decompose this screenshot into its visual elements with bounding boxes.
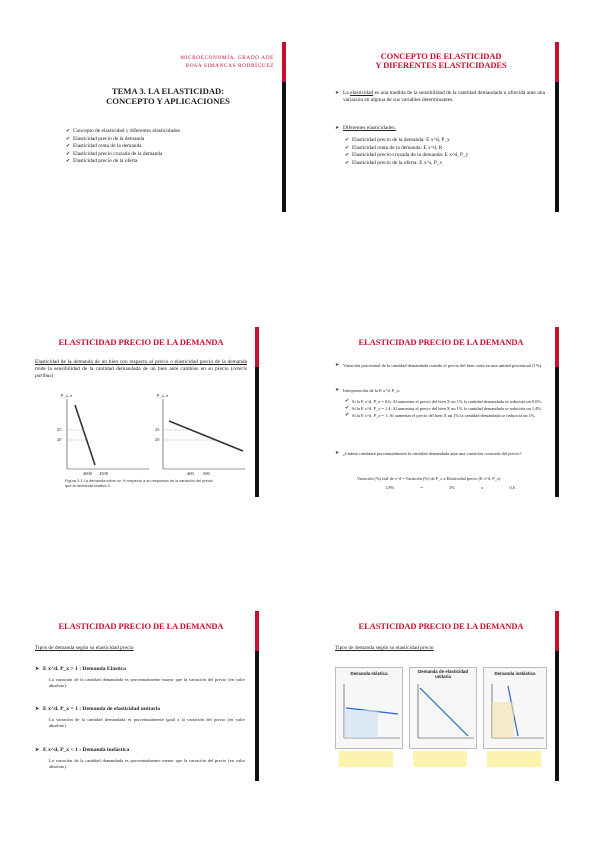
list-item: ✔ Elasticidad precio de la oferta xyxy=(66,158,266,166)
demand-line xyxy=(420,688,468,736)
panel-title: Demanda elástica xyxy=(350,671,388,676)
slide-3 xyxy=(31,327,259,497)
axis-label: P_x, e xyxy=(61,393,73,398)
text-run: es una medida de la sensibilidad de la cantidad demandada u ofrecida ante una variación en alguna de sus variables determinantes. xyxy=(343,90,545,103)
text-run: La xyxy=(343,90,351,96)
list-item: ✔ Si la E x^d, P_x = 0,6: Al aumentar el precio del bien X un 1% la cantidad demandada se reduciría un 0,6%. xyxy=(345,399,545,405)
slide-accent-bar-dark xyxy=(555,651,559,781)
interpretation-list xyxy=(345,399,545,418)
formula: Variación (%) real de x^d = Variación (%) de P_x x Elasticidad precio (E x^d, P_x) xyxy=(357,476,501,481)
text-run: ceteris paribus xyxy=(35,366,247,379)
topic-list xyxy=(66,128,266,166)
text-run: elasticidad xyxy=(350,90,374,96)
demand-graph-steep xyxy=(61,395,151,475)
axis-label: P_x, e xyxy=(157,393,169,398)
section-subtitle: Tipos de demanda según su elasticidad precio xyxy=(335,645,434,651)
list-item: ✔ Si la E x^d, P_x = 1,4: Al aumentar el precio del bien X un 1% la cantidad demandada se reduciría un 1,4%. xyxy=(345,406,545,412)
slide-title: ELASTICIDAD PRECIO DE LA DEMANDA xyxy=(358,621,524,631)
bullet-paragraph: ➤ ¿Cuánto cambiará porcentualmente la cantidad demandada ante una variación conocida del precio? xyxy=(335,451,547,457)
list-item: ✔ Elasticidad precio de la oferta: E x^s, P_x xyxy=(345,160,545,168)
text-run: mide la sensibilidad de la cantidad demandada de un bien ante cambios en su precio ( xyxy=(35,366,233,372)
note-box xyxy=(413,751,467,767)
title-line: TEMA 3. LA ELASTICIDAD: xyxy=(111,86,225,96)
section-label: ➤ Diferentes elasticidades: xyxy=(335,125,396,132)
list-item: ✔ Elasticidad precio de la demanda xyxy=(66,136,266,144)
note-box xyxy=(339,751,393,767)
slide-title: ELASTICIDAD PRECIO DE LA DEMANDA xyxy=(58,337,224,347)
bullet-paragraph: ➤ Interpretación de la E x^d, P_x: xyxy=(335,388,400,394)
demand-type-label: ➤ E x^d, P_x = 1 : Demanda de elasticidad unitaria xyxy=(35,706,160,712)
formula-example xyxy=(385,485,515,490)
formula-operator: = xyxy=(420,485,423,490)
title-line: CONCEPTO DE ELASTICIDAD xyxy=(380,51,502,61)
course-header xyxy=(180,54,274,70)
list-item: ✔ Elasticidad renta de la demanda xyxy=(66,143,266,151)
panel-title: Demanda de elasticidad unitaria xyxy=(417,669,469,679)
tick-label: 500 xyxy=(203,471,210,476)
elastic-demand-graph xyxy=(336,682,402,748)
section-subtitle: Tipos de demanda según su elasticidad precio xyxy=(35,645,134,651)
tick-label: 400 xyxy=(187,471,194,476)
slide-4 xyxy=(331,327,559,497)
demand-type-label: ➤ E x^d, P_x < 1 : Demanda inelástica xyxy=(35,747,129,753)
elastic-demand-panel xyxy=(335,667,403,749)
demand-line xyxy=(169,421,243,451)
list-item: ✔ Elasticidad precio cruzada de la demanda xyxy=(66,151,266,159)
note-box xyxy=(487,751,541,767)
slide-accent-bar-dark xyxy=(282,82,286,212)
title-line: Y DIFERENTES ELASTICIDADES xyxy=(375,60,507,70)
definition-paragraph xyxy=(335,90,545,104)
slide-title xyxy=(58,86,278,106)
tick-label: 4000 xyxy=(83,471,92,476)
formula-value: 1,8% xyxy=(385,485,395,490)
list-item: ✔ Elasticidad precio-cruzada de la demanda: E x^d, P_y xyxy=(345,152,545,160)
slide-accent-bar-dark xyxy=(555,367,559,497)
author-name: ROSA SIMANCAS RODRÍGUEZ xyxy=(185,63,274,69)
tick-label: 20 xyxy=(57,437,62,442)
unit-elastic-demand-panel xyxy=(409,667,477,749)
slide-accent-bar-dark xyxy=(555,82,559,212)
text-run: ) xyxy=(51,373,54,379)
slide-1 xyxy=(58,42,286,212)
list-item: ✔ Elasticidad precio de la demanda: E x^d, P_x xyxy=(345,137,545,145)
demand-type-desc: La variación de la cantidad demandada es porcentualmente mayor que la variación del precio (en valor absoluto). xyxy=(49,677,245,688)
panel-title: Demanda inelástica xyxy=(494,671,536,676)
tick-label: 25 xyxy=(155,427,160,432)
demand-type-desc: La variación de la cantidad demandada es porcentualmente menor que la variación del precio (en valor absoluto). xyxy=(49,758,245,769)
tick-label: 25 xyxy=(57,427,62,432)
course-name: MICROECONOMÍA. GRADO ADE xyxy=(180,55,274,61)
slide-5 xyxy=(31,611,259,781)
slide-title: ELASTICIDAD PRECIO DE LA DEMANDA xyxy=(358,337,524,347)
slide-2 xyxy=(331,42,559,212)
slide-accent-bar-dark xyxy=(255,367,259,497)
tick-label: 20 xyxy=(155,437,160,442)
inelastic-demand-panel xyxy=(483,667,547,749)
elasticity-list xyxy=(345,137,545,167)
demand-line xyxy=(75,405,95,465)
list-item: ✔ Si la E x^d, P_x = 1: Al aumentar el precio del bien X un 1% la cantidad demandada se reduciría un 1%. xyxy=(345,413,545,419)
figure-caption: Figura 3.1 La demanda sobre un % respecto a su respuesta de la variación del precio que la demanda relativa X. xyxy=(65,478,213,488)
slide-6 xyxy=(331,611,559,781)
slide-title: ELASTICIDAD PRECIO DE LA DEMANDA xyxy=(58,621,224,631)
demand-graph-flat xyxy=(157,395,247,475)
formula-operator: x xyxy=(481,485,484,490)
formula-value: 3% xyxy=(449,485,456,490)
demand-type-label: ➤ E x^d, P_x > 1 : Demanda Elástica xyxy=(35,666,126,672)
text-run: Elasticidad de la demanda de un bien con respecto al precio o elasticidad precio de la demanda xyxy=(35,359,247,365)
title-line: CONCEPTO Y APLICACIONES xyxy=(106,96,230,106)
definition-paragraph xyxy=(35,359,247,380)
tick-label: 4500 xyxy=(99,471,108,476)
unit-elastic-demand-graph xyxy=(410,682,476,748)
slide-accent-bar-dark xyxy=(255,651,259,781)
list-item: ✔ Elasticidad renta de la demanda: E x^d, R xyxy=(345,145,545,153)
demand-type-desc: La variación de la cantidad demandada es porcentualmente igual a la variación del precio (en valor absoluto). xyxy=(49,717,245,728)
list-item: ✔ Concepto de elasticidad y diferentes elasticidades xyxy=(66,128,266,136)
inelastic-demand-graph xyxy=(484,682,546,748)
formula-value: 0,6 xyxy=(509,485,515,490)
bullet-paragraph: ➤ Variación porcentual de la cantidad demandada cuando el precio del bien varía en una unidad porcentual (1%). xyxy=(335,363,547,369)
slide-title xyxy=(331,52,551,70)
